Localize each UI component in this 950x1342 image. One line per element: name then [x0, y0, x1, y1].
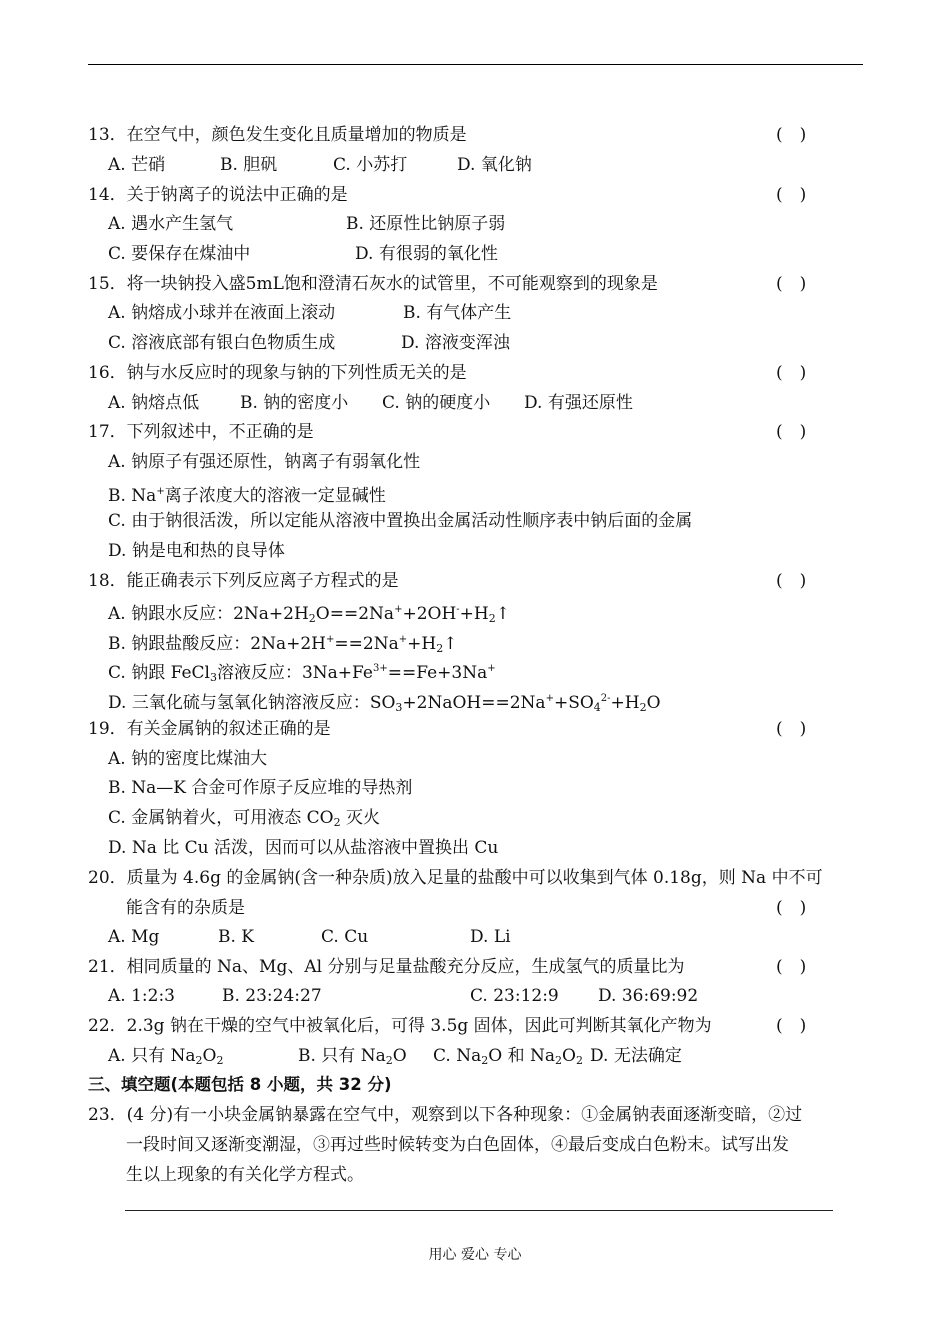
- q15-option-d: D. 溶液变浑浊: [401, 333, 510, 353]
- q21-option-d: D. 36:69:92: [598, 986, 699, 1006]
- question-23-line-2: 一段时间又逐渐变潮湿，③再过些时候转变为白色固体，④最后变成白色粉末。试写出发: [126, 1135, 789, 1155]
- question-20-answer-blank: ( ): [776, 898, 807, 918]
- question-14-stem: 14．关于钠离子的说法中正确的是: [88, 185, 348, 205]
- q21-option-a: A. 1:2:3: [108, 986, 175, 1006]
- q16-option-c: C. 钠的硬度小: [382, 393, 491, 413]
- q15-option-c: C. 溶液底部有银白色物质生成: [108, 333, 336, 353]
- question-16-answer-blank: ( ): [776, 363, 807, 383]
- q16-option-b: B. 钠的密度小: [240, 393, 349, 413]
- q22-option-d: D. 无法确定: [590, 1046, 682, 1066]
- question-23-line-1: 23．(4 分)有一小块金属钠暴露在空气中，观察到以下各种现象：①金属钠表面逐渐变暗，②过: [88, 1105, 803, 1125]
- header-rule: [88, 64, 863, 65]
- q15-option-b: B. 有气体产生: [403, 303, 512, 323]
- q18-option-b: B. 钠跟盐酸反应：$2Na+2H^+==2Na^++H_2↑$: [108, 634, 458, 655]
- page-footer: 用心 爱心 专心: [428, 1247, 522, 1263]
- q14-option-b: B. 还原性比钠原子弱: [346, 214, 506, 234]
- question-17-answer-blank: ( ): [776, 422, 807, 442]
- q14-option-d: D. 有很弱的氧化性: [355, 244, 498, 264]
- q19-option-d: D. Na 比 Cu 活泼，因而可以从盐溶液中置换出 Cu: [108, 838, 499, 858]
- question-13-answer-blank: ( ): [776, 125, 807, 145]
- q22-option-b: B. 只有 $Na_2O$: [298, 1046, 407, 1067]
- q13-option-b: B. 胆矾: [220, 155, 278, 175]
- question-14-answer-blank: ( ): [776, 185, 807, 205]
- q19-option-b: B. Na—K 合金可作原子反应堆的导热剂: [108, 778, 413, 798]
- q16-option-d: D. 有强还原性: [524, 393, 633, 413]
- question-15-answer-blank: ( ): [776, 274, 807, 294]
- q17-option-b: B. Na+离子浓度大的溶液一定显碱性: [108, 486, 386, 506]
- q16-option-a: A. 钠熔点低: [108, 393, 200, 413]
- q14-option-a: A. 遇水产生氢气: [108, 214, 234, 234]
- question-18-stem: 18．能正确表示下列反应离子方程式的是: [88, 571, 399, 591]
- question-20-stem-cont: 能含有的杂质是: [126, 898, 245, 918]
- q22-option-a: A. 只有 $Na_2O_2$: [108, 1046, 224, 1067]
- answer-blank-line: [125, 1210, 833, 1211]
- question-21-stem: 21．相同质量的 Na、Mg、Al 分别与足量盐酸充分反应，生成氢气的质量比为: [88, 957, 685, 977]
- q13-option-c: C. 小苏打: [333, 155, 408, 175]
- q21-option-b: B. 23:24:27: [222, 986, 322, 1006]
- q13-option-a: A. 芒硝: [108, 155, 166, 175]
- q20-option-a: A. Mg: [108, 927, 160, 947]
- q20-option-c: C. Cu: [321, 927, 369, 947]
- question-18-answer-blank: ( ): [776, 571, 807, 591]
- question-21-answer-blank: ( ): [776, 957, 807, 977]
- question-19-answer-blank: ( ): [776, 719, 807, 739]
- question-16-stem: 16．钠与水反应时的现象与钠的下列性质无关的是: [88, 363, 467, 383]
- q15-option-a: A. 钠熔成小球并在液面上滚动: [108, 303, 336, 323]
- q20-option-b: B. K: [218, 927, 255, 947]
- question-17-stem: 17．下列叙述中，不正确的是: [88, 422, 314, 442]
- q17-option-c: C. 由于钠很活泼，所以定能从溶液中置换出金属活动性顺序表中钠后面的金属: [108, 511, 693, 531]
- q20-option-d: D. Li: [470, 927, 511, 947]
- q14-option-c: C. 要保存在煤油中: [108, 244, 251, 264]
- q17-option-a: A. 钠原子有强还原性，钠离子有弱氧化性: [108, 452, 421, 472]
- q19-option-c: C. 金属钠着火，可用液态 $CO_2$ 灭火: [108, 808, 380, 829]
- question-15-stem: 15．将一块钠投入盛5mL饱和澄清石灰水的试管里，不可能观察到的现象是: [88, 274, 658, 294]
- question-23-line-3: 生以上现象的有关化学方程式。: [126, 1165, 364, 1185]
- q18-option-a: A. 钠跟水反应：$2Na+2H_2O==2Na^++2OH^-+H_2↑$: [108, 604, 510, 625]
- q13-option-d: D. 氧化钠: [457, 155, 532, 175]
- q17-option-d: D. 钠是电和热的良导体: [108, 541, 285, 561]
- q18-option-c: C. 钠跟 FeCl$_3$溶液反应：$3Na+Fe^{3+}==Fe+3Na^+$: [108, 663, 496, 684]
- q22-option-c: C. $Na_2O$ 和 $Na_2O_2$: [433, 1046, 583, 1067]
- question-22-stem: 22．2.3g 钠在干燥的空气中被氧化后，可得 3.5g 固体，因此可判断其氧化产物为: [88, 1016, 712, 1036]
- question-13-stem: 13．在空气中，颜色发生变化且质量增加的物质是: [88, 125, 467, 145]
- q18-option-d: D. 三氧化硫与氢氧化钠溶液反应：$SO_3+2NaOH==2Na^++SO_4^{2-}+H_2O$: [108, 693, 661, 714]
- q19-option-a: A. 钠的密度比煤油大: [108, 749, 268, 769]
- q21-option-c: C. 23:12:9: [470, 986, 559, 1006]
- question-19-stem: 19．有关金属钠的叙述正确的是: [88, 719, 331, 739]
- question-20-stem: 20．质量为 4.6g 的金属钠(含一种杂质)放入足量的盐酸中可以收集到气体 0.18g，则 Na 中不可: [88, 868, 823, 888]
- section-3-heading: 三、填空题(本题包括 8 小题，共 32 分): [88, 1075, 392, 1094]
- question-22-answer-blank: ( ): [776, 1016, 807, 1036]
